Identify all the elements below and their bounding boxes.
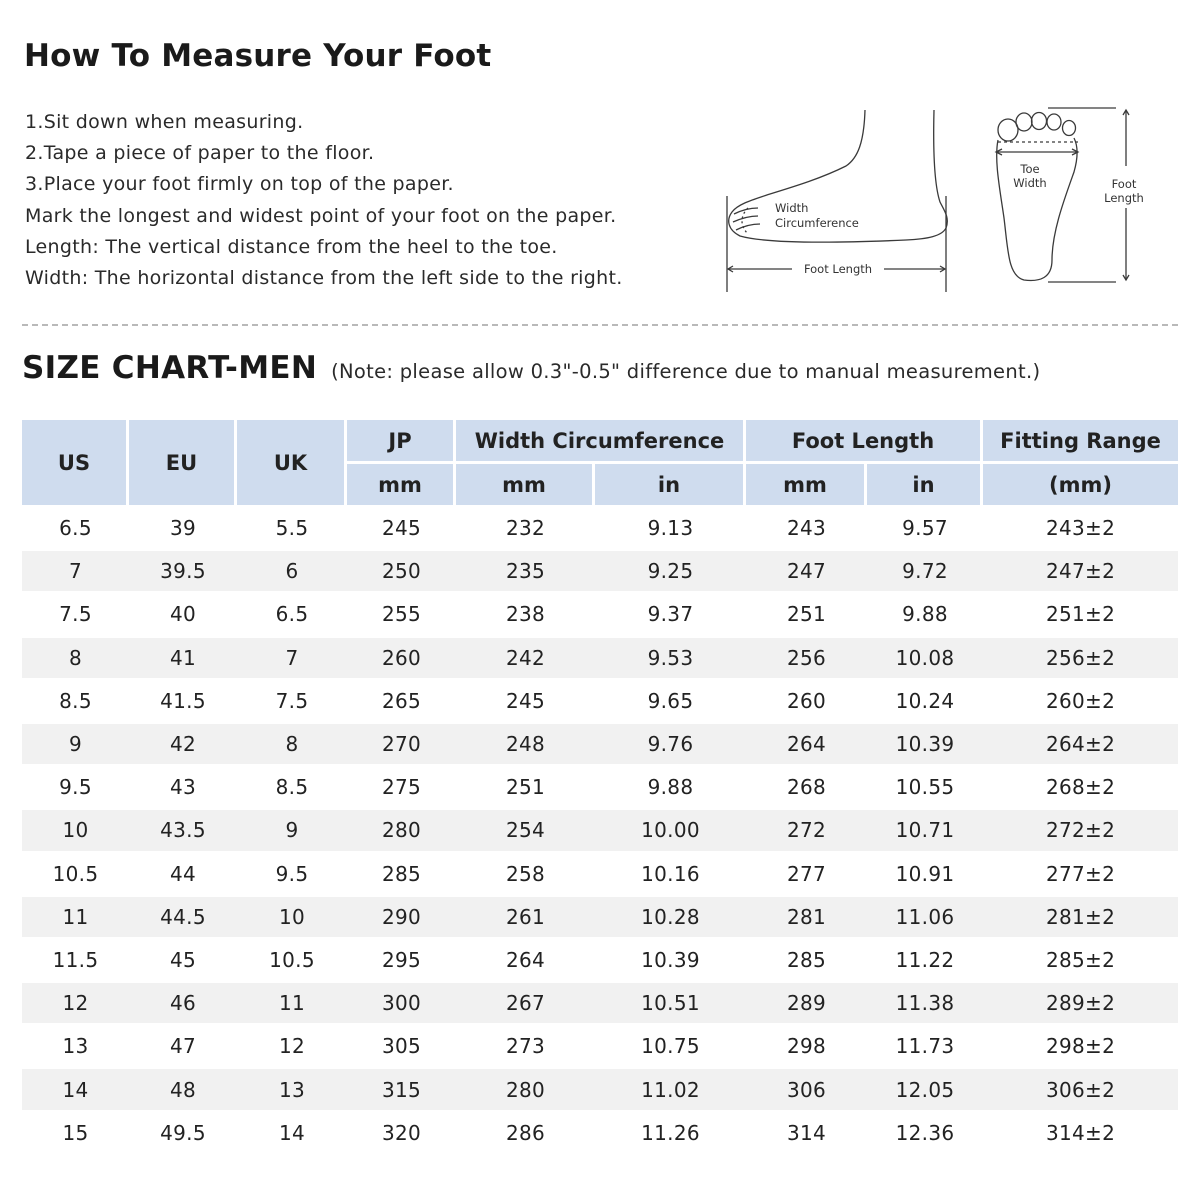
size-chart-title: SIZE CHART-MEN [22,350,318,386]
cell-width-mm: 248 [456,724,595,767]
header-width-circumference: Width Circumference [456,420,746,464]
table-row [22,1113,1178,1156]
cell-jp-mm: 295 [347,940,456,983]
cell-uk: 6 [237,551,347,594]
cell-us: 8.5 [22,681,129,724]
cell-fitting-range: 285±2 [983,940,1178,983]
cell-jp-mm: 300 [347,983,456,1026]
cell-width-mm: 280 [456,1069,595,1112]
cell-length-in: 9.57 [867,508,983,551]
cell-length-in: 10.71 [867,810,983,853]
cell-width-mm: 267 [456,983,595,1026]
table-row [22,508,1178,551]
cell-eu: 41 [129,638,237,681]
cell-uk: 9.5 [237,854,347,897]
cell-width-in: 9.88 [595,767,746,810]
cell-eu: 40 [129,594,237,637]
header-foot-length: Foot Length [746,420,983,464]
cell-width-in: 9.37 [595,594,746,637]
cell-us: 10.5 [22,854,129,897]
cell-width-in: 10.51 [595,983,746,1026]
header-us: US [22,420,129,508]
cell-length-mm: 306 [746,1069,867,1112]
measure-step: 1.Sit down when measuring. [25,111,304,133]
cell-length-in: 11.38 [867,983,983,1026]
cell-us: 7 [22,551,129,594]
cell-length-mm: 281 [746,897,867,940]
cell-length-in: 9.72 [867,551,983,594]
cell-eu: 39 [129,508,237,551]
cell-width-in: 10.28 [595,897,746,940]
cell-eu: 39.5 [129,551,237,594]
cell-fitting-range: 264±2 [983,724,1178,767]
table-row [22,897,1178,940]
diagram-toe-width-label: Width [1013,176,1047,190]
cell-jp-mm: 305 [347,1026,456,1069]
cell-uk: 7.5 [237,681,347,724]
cell-width-in: 9.65 [595,681,746,724]
measure-title: How To Measure Your Foot [24,38,492,74]
diagram-length-label: Length [1104,191,1144,205]
cell-jp-mm: 260 [347,638,456,681]
diagram-foot-label: Foot [1111,177,1137,191]
cell-length-mm: 289 [746,983,867,1026]
diagram-foot-length-label: Foot Length [803,262,873,276]
section-divider [22,324,1178,326]
cell-uk: 8 [237,724,347,767]
cell-length-in: 10.55 [867,767,983,810]
cell-width-mm: 264 [456,940,595,983]
cell-length-in: 10.39 [867,724,983,767]
cell-width-in: 11.02 [595,1069,746,1112]
cell-fitting-range: 251±2 [983,594,1178,637]
cell-width-in: 10.39 [595,940,746,983]
measure-step: 2.Tape a piece of paper to the floor. [25,142,375,165]
cell-length-mm: 298 [746,1026,867,1069]
cell-jp-mm: 285 [347,854,456,897]
table-row [22,767,1178,810]
cell-uk: 10.5 [237,940,347,983]
cell-length-in: 12.05 [867,1069,983,1112]
diagram-width-label: Width [775,201,809,215]
header-width-in: in [595,464,746,508]
table-row [22,983,1178,1026]
cell-us: 10 [22,810,129,853]
diagram-toe-label: Toe [1020,162,1040,176]
cell-eu: 41.5 [129,681,237,724]
cell-length-mm: 285 [746,940,867,983]
cell-width-mm: 235 [456,551,595,594]
cell-fitting-range: 298±2 [983,1026,1178,1069]
cell-length-mm: 268 [746,767,867,810]
cell-length-mm: 251 [746,594,867,637]
cell-width-mm: 242 [456,638,595,681]
cell-us: 14 [22,1069,129,1112]
cell-fitting-range: 243±2 [983,508,1178,551]
measure-step: Length: The vertical distance from the heel to the toe. [25,235,558,258]
cell-length-in: 10.08 [867,638,983,681]
header-uk: UK [237,420,347,508]
cell-uk: 6.5 [237,594,347,637]
cell-uk: 5.5 [237,508,347,551]
cell-width-in: 9.25 [595,551,746,594]
cell-width-mm: 238 [456,594,595,637]
cell-eu: 47 [129,1026,237,1069]
cell-jp-mm: 290 [347,897,456,940]
cell-length-mm: 256 [746,638,867,681]
cell-width-mm: 232 [456,508,595,551]
cell-length-mm: 314 [746,1113,867,1156]
cell-us: 11 [22,897,129,940]
cell-us: 9.5 [22,767,129,810]
cell-fitting-range: 289±2 [983,983,1178,1026]
cell-eu: 46 [129,983,237,1026]
cell-fitting-range: 268±2 [983,767,1178,810]
table-row [22,638,1178,681]
header-jp: JP [347,420,456,464]
header-length-mm: mm [746,464,867,508]
cell-us: 13 [22,1026,129,1069]
cell-fitting-range: 247±2 [983,551,1178,594]
cell-length-in: 10.24 [867,681,983,724]
cell-length-mm: 277 [746,854,867,897]
cell-jp-mm: 250 [347,551,456,594]
cell-width-mm: 245 [456,681,595,724]
measure-step: Mark the longest and widest point of your foot on the paper. [25,204,617,227]
cell-width-mm: 286 [456,1113,595,1156]
cell-uk: 10 [237,897,347,940]
cell-us: 8 [22,638,129,681]
table-row [22,854,1178,897]
cell-length-mm: 247 [746,551,867,594]
cell-jp-mm: 265 [347,681,456,724]
cell-width-in: 9.13 [595,508,746,551]
cell-length-mm: 272 [746,810,867,853]
cell-jp-mm: 255 [347,594,456,637]
cell-width-mm: 254 [456,810,595,853]
cell-length-mm: 260 [746,681,867,724]
size-chart-body [22,508,1178,1156]
cell-width-in: 9.53 [595,638,746,681]
cell-jp-mm: 245 [347,508,456,551]
cell-fitting-range: 260±2 [983,681,1178,724]
cell-width-in: 10.16 [595,854,746,897]
cell-eu: 43 [129,767,237,810]
cell-uk: 8.5 [237,767,347,810]
header-fitting-unit: (mm) [983,464,1178,508]
cell-jp-mm: 280 [347,810,456,853]
header-width-mm: mm [456,464,595,508]
cell-fitting-range: 306±2 [983,1069,1178,1112]
cell-eu: 42 [129,724,237,767]
cell-jp-mm: 275 [347,767,456,810]
cell-length-in: 11.73 [867,1026,983,1069]
cell-eu: 43.5 [129,810,237,853]
cell-length-mm: 264 [746,724,867,767]
cell-uk: 14 [237,1113,347,1156]
cell-width-in: 11.26 [595,1113,746,1156]
header-fitting-range: Fitting Range [983,420,1178,464]
table-row [22,940,1178,983]
cell-width-in: 9.76 [595,724,746,767]
size-chart-table [22,420,1178,1156]
cell-eu: 48 [129,1069,237,1112]
cell-width-mm: 261 [456,897,595,940]
table-row [22,810,1178,853]
cell-us: 15 [22,1113,129,1156]
table-row [22,1069,1178,1112]
size-chart-note: (Note: please allow 0.3"-0.5" difference due to manual measurement.) [331,360,1041,383]
cell-fitting-range: 314±2 [983,1113,1178,1156]
cell-uk: 7 [237,638,347,681]
cell-uk: 11 [237,983,347,1026]
cell-fitting-range: 277±2 [983,854,1178,897]
table-row [22,724,1178,767]
cell-jp-mm: 270 [347,724,456,767]
header-eu: EU [129,420,237,508]
cell-length-in: 12.36 [867,1113,983,1156]
cell-uk: 13 [237,1069,347,1112]
diagram-circumference-label: Circumference [775,216,859,230]
cell-length-in: 11.22 [867,940,983,983]
table-row [22,1026,1178,1069]
cell-width-mm: 251 [456,767,595,810]
cell-us: 6.5 [22,508,129,551]
cell-us: 9 [22,724,129,767]
cell-length-mm: 243 [746,508,867,551]
measure-steps [25,107,623,294]
cell-eu: 49.5 [129,1113,237,1156]
cell-width-in: 10.00 [595,810,746,853]
cell-width-mm: 258 [456,854,595,897]
cell-length-in: 10.91 [867,854,983,897]
cell-fitting-range: 256±2 [983,638,1178,681]
cell-us: 7.5 [22,594,129,637]
header-jp-unit: mm [347,464,456,508]
size-chart-heading [22,350,1040,386]
cell-fitting-range: 281±2 [983,897,1178,940]
cell-eu: 44.5 [129,897,237,940]
cell-us: 11.5 [22,940,129,983]
cell-uk: 12 [237,1026,347,1069]
measure-step: Width: The horizontal distance from the left side to the right. [25,267,623,290]
cell-eu: 45 [129,940,237,983]
table-row [22,551,1178,594]
cell-uk: 9 [237,810,347,853]
cell-fitting-range: 272±2 [983,810,1178,853]
cell-width-in: 10.75 [595,1026,746,1069]
cell-jp-mm: 315 [347,1069,456,1112]
measure-step: 3.Place your foot firmly on top of the paper. [25,173,454,196]
cell-length-in: 9.88 [867,594,983,637]
header-length-in: in [867,464,983,508]
cell-us: 12 [22,983,129,1026]
table-row [22,681,1178,724]
cell-length-in: 11.06 [867,897,983,940]
cell-jp-mm: 320 [347,1113,456,1156]
foot-measure-diagram [718,100,1158,300]
cell-eu: 44 [129,854,237,897]
table-row [22,594,1178,637]
cell-width-mm: 273 [456,1026,595,1069]
